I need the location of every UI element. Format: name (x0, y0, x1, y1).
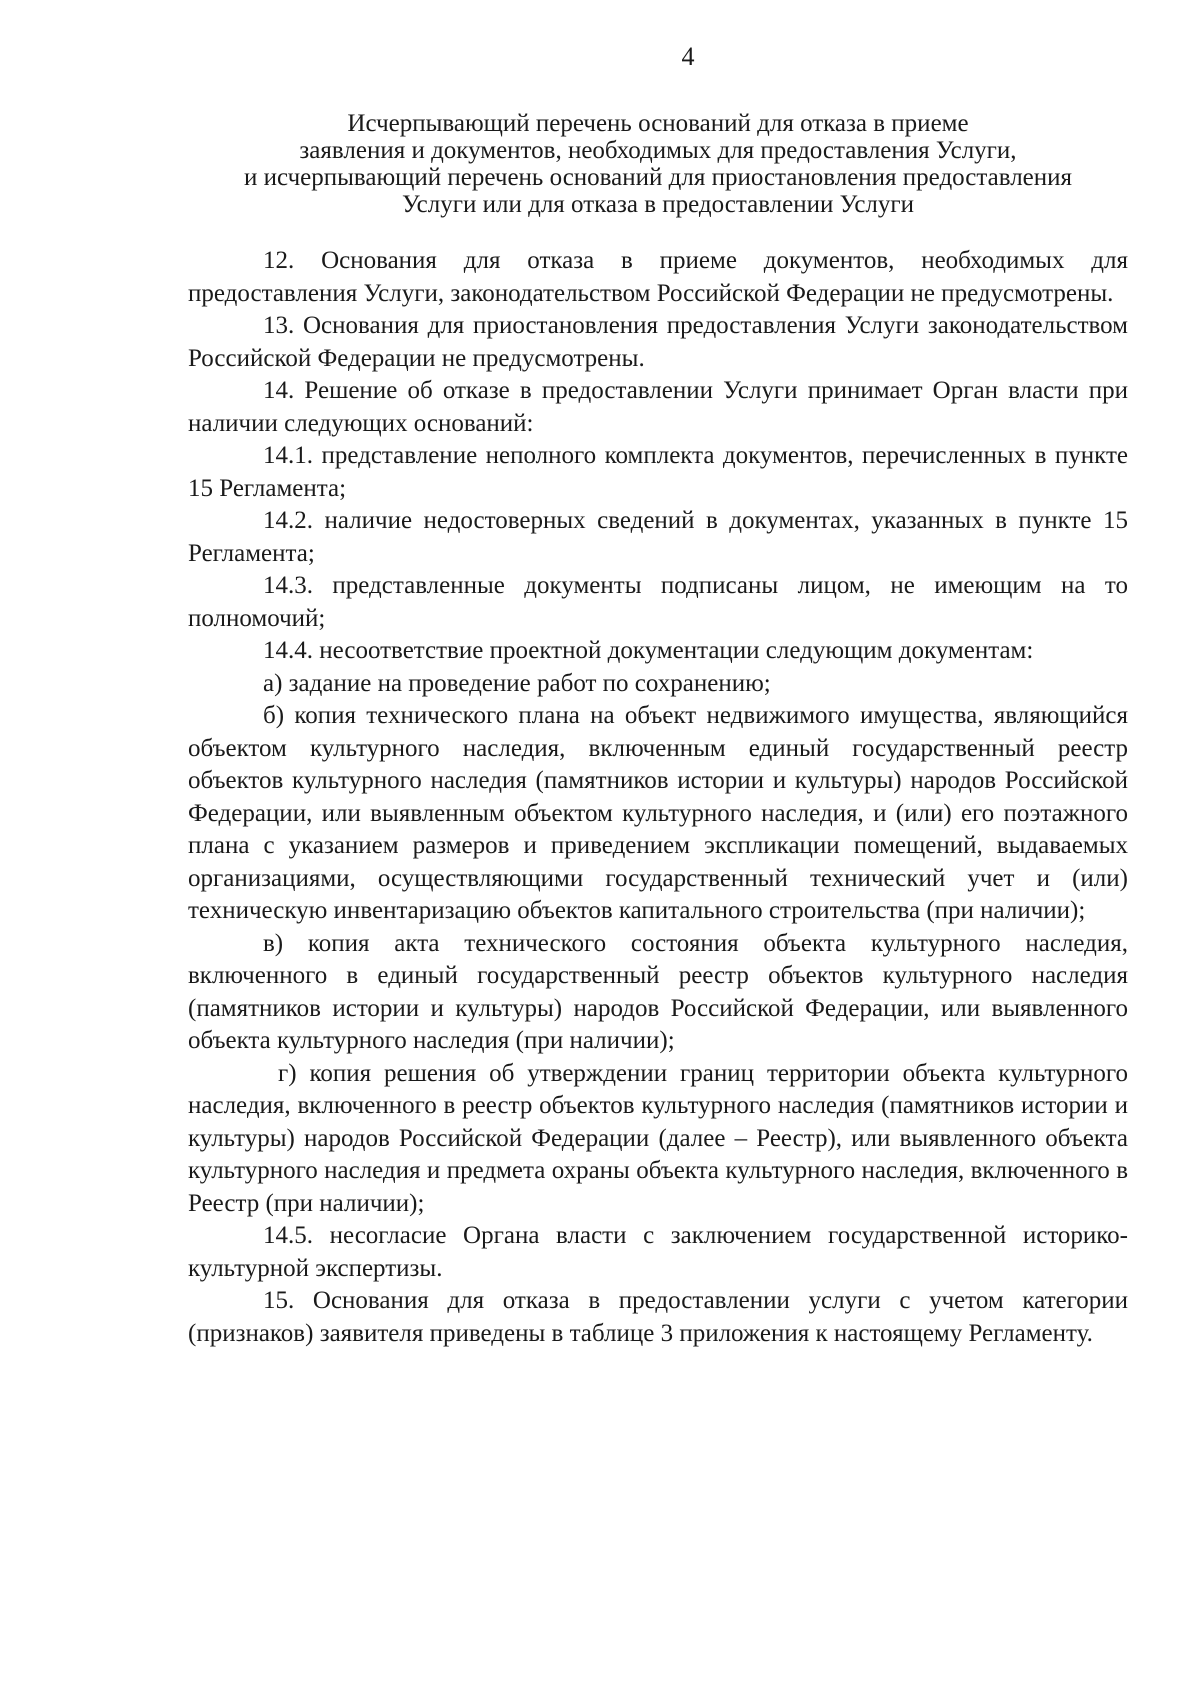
paragraph-14-5: 14.5. несогласие Органа власти с заключением государственной историко-культурной экспертизы. (188, 1222, 1128, 1282)
paragraph-14-4-g: г) копия решения об утверждении границ территории объекта культурного наследия, включенного в реестр объектов культурного наследия (памятников истории и культуры) народов Российской Федерации (далее – Реестр), или выявленного объекта культурного наследия и предмета охраны объекта культурного наследия, включенного в Реестр (при наличии); (188, 1059, 1128, 1217)
paragraph-15: 15. Основания для отказа в предоставлении услуги с учетом категории (признаков) заявителя приведены в таблице 3 приложения к настоящему Регламенту. (188, 1287, 1128, 1347)
paragraph-12: 12. Основания для отказа в приеме документов, необходимых для предоставления Услуги, законодательством Российской Федерации не предусмотрены. (188, 247, 1128, 307)
paragraph-14-4-b: б) копия технического плана на объект недвижимого имущества, являющийся объектом культурного наследия, включенным единый государственный реестр объектов культурного наследия (памятников истории и культуры) народов Российской Федерации, или выявленным объектом культурного наследия, и (или) его поэтажного плана с указанием размеров и приведением экспликации помещений, выдаваемых организациями, осуществляющими государственный технический учет и (или) техническую инвентаризацию объектов капитального строительства (при наличии); (188, 702, 1128, 924)
document-body (188, 245, 1128, 1350)
paragraph-14-4-a: а) задание на проведение работ по сохранению; (263, 669, 771, 697)
heading-line-1: Исчерпывающий перечень оснований для отказа в приеме (347, 110, 969, 137)
paragraph-14: 14. Решение об отказе в предоставлении Услуги принимает Орган власти при наличии следующих оснований: (188, 377, 1128, 437)
paragraph-14-2: 14.2. наличие недостоверных сведений в документах, указанных в пункте 15 Регламента; (188, 507, 1128, 567)
paragraph-14-1: 14.1. представление неполного комплекта документов, перечисленных в пункте 15 Регламента; (188, 442, 1128, 502)
heading-line-3: и исчерпывающий перечень оснований для приостановления предоставления (243, 164, 1073, 191)
paragraph-14-4-v: в) копия акта технического состояния объекта культурного наследия, включенного в единый государственный реестр объектов культурного наследия (памятников истории и культуры) народов Российской Федерации, или выявленного объекта культурного наследия (при наличии); (188, 929, 1128, 1054)
heading-line-2: заявления и документов, необходимых для предоставления Услуги, (299, 137, 1017, 164)
page-number: 4 (681, 42, 695, 71)
paragraph-14-4: 14.4. несоответствие проектной документации следующим документам: (263, 637, 1034, 664)
section-heading (178, 110, 1138, 218)
paragraph-14-3: 14.3. представленные документы подписаны лицом, не имеющим на то полномочий; (188, 572, 1128, 632)
paragraph-13: 13. Основания для приостановления предоставления Услуги законодательством Российской Федерации не предусмотрены. (188, 312, 1128, 372)
heading-line-4: Услуги или для отказа в предоставлении Услуги (401, 191, 915, 218)
